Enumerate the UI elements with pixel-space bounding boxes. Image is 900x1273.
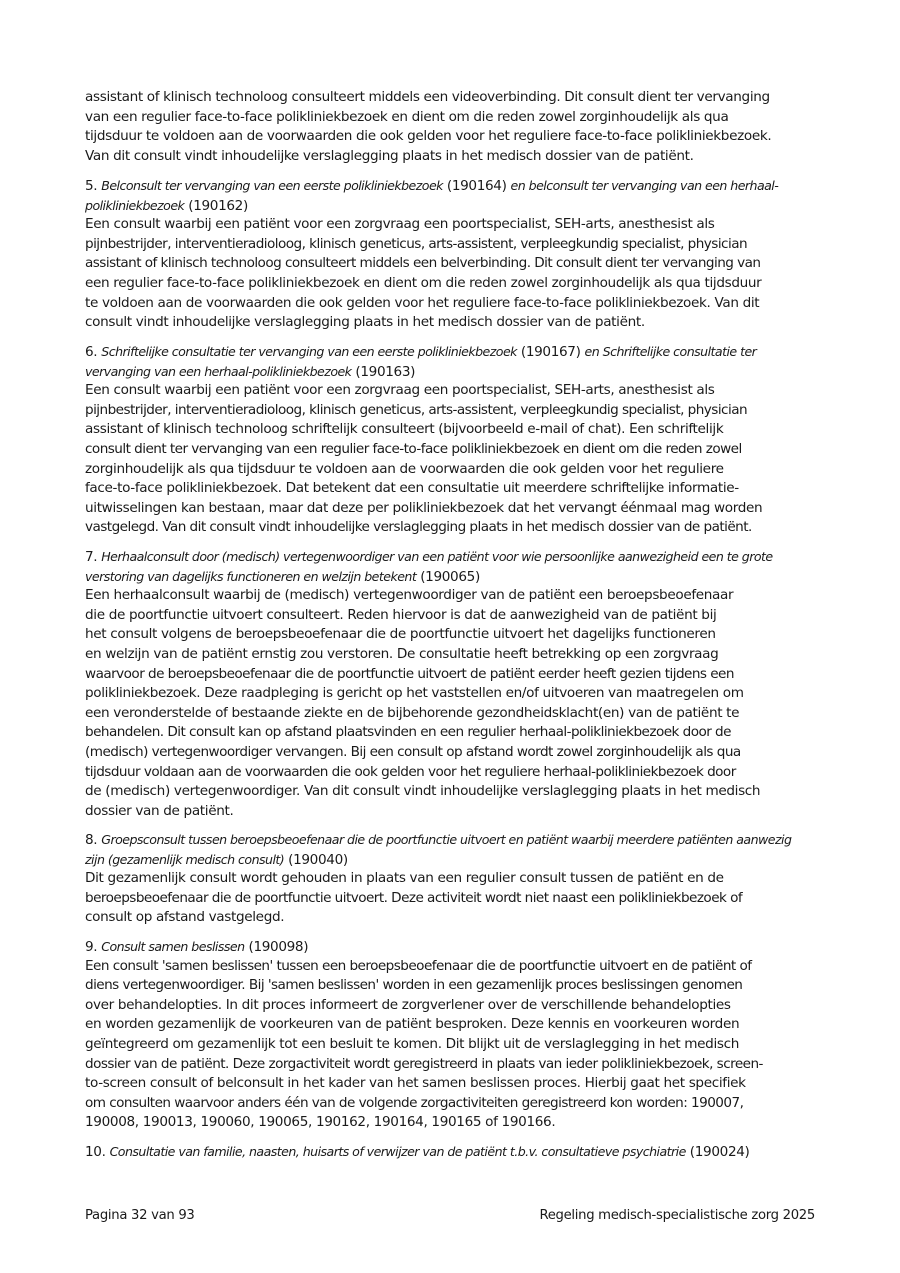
section-heading (85, 362, 820, 382)
text-line: van een regulier face-to-face polikliniekbezoek en dient om die reden zowel zorginhoudelijk als qua (85, 108, 729, 125)
text-line: face-to-face polikliniekbezoek. Dat betekent dat een consultatie uit meerdere schriftelijke informatie- (85, 480, 739, 497)
heading-title: Schriftelijke consultatie ter vervanging van een eerste polikliniekbezoek (101, 344, 517, 359)
text-line: consult vindt inhoudelijke verslaglegging plaats in het medisch dossier van de patiënt. (85, 314, 645, 331)
text-line: beroepsbeoefenaar die de poortfunctie uitvoert. Deze activiteit wordt niet naast een polikliniekbezoek of (85, 889, 743, 906)
text-line: (medisch) vertegenwoordiger vervangen. Bij een consult op afstand wordt zowel zorginhoudelijk als qua (85, 743, 741, 760)
text-line: het consult volgens de beroepsbeoefenaar die de poortfunctie uitvoert het dagelijks functioneren (85, 626, 716, 643)
section-number: 7. (85, 549, 98, 565)
text-line: zorginhoudelijk als qua tijdsduur te voldoen aan de voorwaarden die ook gelden voor het reguliere (85, 460, 724, 477)
section-6 (85, 342, 820, 538)
text-line: to-screen consult of belconsult in het kader van het samen beslissen proces. Hierbij gaat het specifiek (85, 1075, 746, 1092)
text-line: dossier van de patiënt. Deze zorgactiviteit wordt geregistreerd in plaats van ieder polikliniekbezoek, screen- (85, 1055, 763, 1072)
document-title: Regeling medisch-specialistische zorg 2025 (539, 1208, 815, 1223)
text-line: assistant of klinisch technoloog schriftelijk consulteert (bijvoorbeeld e-mail of chat). Een schriftelijk (85, 421, 724, 438)
heading-title: Consultatie van familie, naasten, huisarts of verwijzer van de patiënt t.b.v. consultatieve psychiatrie (109, 1144, 686, 1159)
text-line: een regulier face-to-face polikliniekbezoek en dient om die reden zowel zorginhoudelijk als qua tijdsduur (85, 274, 762, 291)
heading-title: polikliniekbezoek (85, 197, 185, 213)
text-line: Een consult waarbij een patiënt voor een zorgvraag een poortspecialist, SEH-arts, anesthesist als (85, 216, 715, 233)
activity-code: (190167) (516, 344, 585, 360)
heading-title: Consult samen beslissen (101, 939, 245, 954)
heading-title: verstoring van dagelijks functioneren en welzijn betekent (85, 568, 417, 584)
continuation-paragraph (85, 88, 820, 166)
section-heading (85, 830, 820, 850)
section-number: 8. (85, 832, 98, 848)
text-line: assistant of klinisch technoloog consulteert middels een videoverbinding. Dit consult dient ter vervanging (85, 89, 770, 105)
text-line: consult dient ter vervanging van een regulier face-to-face polikliniekbezoek en dient om die reden zowel (85, 440, 742, 457)
section-8 (85, 830, 820, 928)
text-line: Een consult 'samen beslissen' tussen een beroepsbeoefenaar die de poortfunctie uitvoert en de patiënt of (85, 957, 752, 974)
text-line: en worden gezamenlijk de voorkeuren van de patiënt besproken. Deze kennis en voorkeuren worden (85, 1016, 740, 1033)
activity-code: (190040) (284, 851, 348, 868)
text-line: behandelen. Dit consult kan op afstand plaatsvinden en een regulier herhaal-polikliniekbezoek door de (85, 724, 731, 741)
section-number: 9. (85, 939, 98, 955)
heading-title: Belconsult ter vervanging van een eerste polikliniekbezoek (101, 178, 443, 193)
heading-title: vervanging van een herhaal-polikliniekbezoek (85, 363, 352, 379)
text-line: een veronderstelde of bestaande ziekte en de bijbehorende gezondheidsklacht(en) van de patiënt te (85, 704, 740, 721)
activity-code: (190065) (416, 568, 480, 585)
text-line: waarvoor de beroepsbeoefenaar die de poortfunctie uitvoert de patiënt eerder heeft gezien tijdens een (85, 665, 734, 682)
heading-title: Groepsconsult tussen beroepsbeoefenaar die de poortfunctie uitvoert en patiënt waarbij meerdere patiënten aanwezig (101, 832, 792, 847)
text-line: Een consult waarbij een patiënt voor een zorgvraag een poortspecialist, SEH-arts, anesthesist als (85, 382, 715, 399)
section-heading (85, 196, 820, 216)
section-number: 10. (85, 1144, 106, 1160)
activity-code: (190098) (244, 939, 309, 955)
heading-title: Herhaalconsult door (medisch) vertegenwoordiger van een patiënt voor wie persoonlijke aanwezigheid een te grote (101, 549, 773, 564)
text-line: over behandelopties. In dit proces informeert de zorgverlener over de verschillende behandelopties (85, 996, 731, 1013)
text-line: polikliniekbezoek. Deze raadpleging is gericht op het vaststellen en/of uitvoeren van maatregelen om (85, 685, 744, 702)
text-line: die de poortfunctie uitvoert consulteert. Reden hiervoor is dat de aanwezigheid van de patiënt bij (85, 606, 717, 623)
section-heading (85, 567, 820, 587)
page-footer (85, 1206, 815, 1226)
text-line: en welzijn van de patiënt ernstig zou verstoren. De consultatie heeft betrekking op een zorgvraag (85, 645, 719, 662)
text-line: Van dit consult vindt inhoudelijke verslaglegging plaats in het medisch dossier van de patiënt. (85, 147, 694, 164)
text-line: Dit gezamenlijk consult wordt gehouden in plaats van een regulier consult tussen de patiënt en de (85, 870, 724, 887)
heading-title: zijn (gezamenlijk medisch consult) (85, 851, 285, 867)
text-line: dossier van de patiënt. (85, 802, 234, 819)
activity-code: (190164) (442, 178, 511, 194)
section-heading (85, 547, 820, 567)
section-heading (85, 1142, 820, 1162)
section-number: 6. (85, 344, 98, 360)
heading-title: en Schriftelijke consultatie ter (584, 344, 757, 359)
text-line: de (medisch) vertegenwoordiger. Van dit consult vindt inhoudelijke verslaglegging plaats in het medisch (85, 783, 761, 800)
text-line: pijnbestrijder, interventieradioloog, klinisch geneticus, arts-assistent, verpleegkundig specialist, physician (85, 401, 748, 418)
text-line: consult op afstand vastgelegd. (85, 909, 285, 926)
text-line: Een herhaalconsult waarbij de (medisch) vertegenwoordiger van de patiënt een beroepsbeoefenaar (85, 587, 734, 604)
text-line: diens vertegenwoordiger. Bij 'samen beslissen' worden in een gezamenlijk proces beslissingen genomen (85, 977, 743, 994)
activity-code: (190024) (685, 1144, 750, 1160)
section-5 (85, 176, 820, 333)
text-line: tijdsduur te voldoen aan de voorwaarden die ook gelden voor het reguliere face-to-face polikliniekbezoek. (85, 128, 772, 145)
text-line: assistant of klinisch technoloog consulteert middels een belverbinding. Dit consult dient ter vervanging van (85, 255, 761, 272)
section-7 (85, 547, 820, 821)
activity-code: (190163) (351, 363, 416, 380)
text-line: tijdsduur voldaan aan de voorwaarden die ook gelden voor het reguliere herhaal-polikliniekbezoek door (85, 763, 736, 780)
page-number: Pagina 32 van 93 (85, 1208, 195, 1223)
text-line: te voldoen aan de voorwaarden die ook gelden voor het reguliere face-to-face polikliniekbezoek. Van dit (85, 294, 760, 311)
section-heading (85, 850, 820, 870)
section-number: 5. (85, 178, 98, 194)
heading-title: en belconsult ter vervanging van een herhaal- (510, 178, 779, 193)
text-line: pijnbestrijder, interventieradioloog, klinisch geneticus, arts-assistent, verpleegkundig specialist, physician (85, 235, 748, 252)
activity-code: (190162) (184, 197, 248, 214)
section-9 (85, 937, 820, 1133)
text-line: uitwisselingen kan bestaan, maar dat deze per polikliniekbezoek dat het vervangt éénmaal mag worden (85, 499, 763, 516)
text-line: 190008, 190013, 190060, 190065, 190162, 190164, 190165 of 190166. (85, 1114, 556, 1131)
text-line: om consulten waarvoor anders één van de volgende zorgactiviteiten geregistreerd kon worden: 190007, (85, 1094, 744, 1111)
section-heading (85, 176, 820, 196)
section-heading (85, 342, 820, 362)
section-heading (85, 937, 820, 957)
text-line: vastgelegd. Van dit consult vindt inhoudelijke verslaglegging plaats in het medisch dossier van de patiënt. (85, 519, 752, 536)
text-line: geïntegreerd om gezamenlijk tot een besluit te komen. Dit blijkt uit de verslaglegging in het medisch (85, 1035, 740, 1052)
section-10 (85, 1142, 820, 1162)
